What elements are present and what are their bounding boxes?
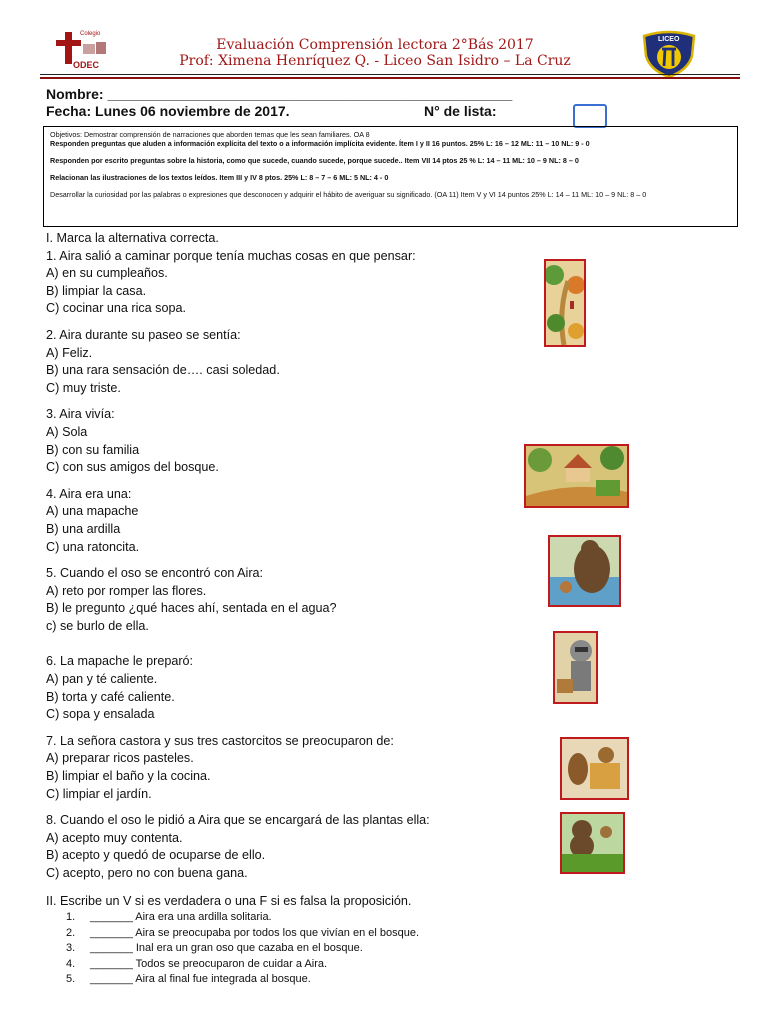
option-a[interactable]: A) Feliz. [46, 345, 93, 360]
logo-left-label: Colegio [80, 31, 101, 37]
question-text: 7. La señora castora y sus tres castorcitos se preocuparon de: [46, 733, 394, 748]
list-item [66, 926, 419, 942]
illustration-beavers [560, 737, 629, 800]
item-text[interactable]: _______ Aira era una ardilla solitaria. [90, 911, 272, 923]
logo-right-label: LICEO [658, 36, 680, 43]
question-text: 3. Aira vivía: [46, 407, 115, 422]
page-title: Evaluación Comprensión lectora 2°Bás 2017 [216, 37, 534, 53]
option-b[interactable]: B) limpiar el baño y la cocina. [46, 769, 211, 784]
date-field: Fecha: Lunes 06 noviembre de 2017. [46, 103, 290, 119]
illustration-raccoon [553, 631, 598, 704]
item-text[interactable]: _______ Aira al final fue integrada al bosque. [90, 973, 311, 985]
objective-line: Responden por escrito preguntas sobre la historia, como que sucede, cuando sucede, porque sucede.. Item VII 14 ptos 25 % L: 14 – 11 ML: 10 – 9 NL: 8 – 0 [50, 156, 579, 165]
option-c[interactable]: C) una ratoncita. [46, 539, 140, 554]
option-a[interactable]: A) Sola [46, 424, 88, 439]
option-c[interactable]: C) acepto, pero no con buena gana. [46, 866, 248, 880]
illustration-path-forest [544, 259, 586, 347]
question-text: 5. Cuando el oso se encontró con Aira: [46, 566, 264, 581]
option-a[interactable]: A) acepto muy contenta. [46, 830, 183, 845]
list-item [66, 972, 419, 988]
item-text[interactable]: _______ Inal era un gran oso que cazaba en el bosque. [90, 942, 363, 954]
option-b[interactable]: B) le pregunto ¿qué haces ahí, sentada en el agua? [46, 601, 337, 616]
list-item [66, 957, 419, 973]
objective-line: Relacionan las ilustraciones de los textos leídos. Item III y IV 8 ptos. 25% L: 8 – 7 – 6 ML: 5 NL: 4 - 0 [50, 173, 389, 182]
school-logo-left [52, 28, 114, 74]
option-a[interactable]: A) en su cumpleaños. [46, 266, 168, 281]
objectives-box [43, 126, 738, 227]
section-heading: I. Marca la alternativa correcta. [46, 231, 219, 245]
question-text: 6. La mapache le preparó: [46, 654, 194, 669]
option-a[interactable]: A) pan y té caliente. [46, 672, 158, 687]
option-b[interactable]: B) torta y café caliente. [46, 689, 175, 704]
option-c[interactable]: C) sopa y ensalada [46, 707, 155, 722]
option-b[interactable]: B) limpiar la casa. [46, 283, 147, 298]
item-text[interactable]: _______ Todos se preocuparon de cuidar a Aira. [90, 957, 328, 970]
list-number-label: N° de lista: [424, 103, 497, 119]
header-divider [40, 74, 740, 75]
page-subtitle: Prof: Ximena Henríquez Q. - Liceo San Isidro – La Cruz [179, 53, 571, 69]
option-a[interactable]: A) una mapache [46, 504, 139, 519]
section-1 [46, 230, 430, 883]
illustration-village [524, 444, 629, 508]
option-a[interactable]: A) reto por romper las flores. [46, 583, 207, 598]
section-2-heading: II. Escribe un V si es verdadera o una F si es falsa la proposición. [46, 894, 412, 908]
question-text: 4. Aira era una: [46, 486, 132, 501]
objective-line: Desarrollar la curiosidad por las palabras o expresiones que desconocen y adquirir el hábito de averiguar su significado. (OA 11) Item V y VI 14 puntos 25% L: 14 – 11 ML: 10 – 9 NL: 8 – 0 [50, 190, 647, 199]
option-a[interactable]: A) preparar ricos pasteles. [46, 751, 194, 766]
option-c[interactable]: c) se burlo de ella. [46, 618, 149, 633]
option-b[interactable]: B) una rara sensación de…. casi soledad. [46, 363, 280, 378]
option-c[interactable]: C) con sus amigos del bosque. [46, 460, 219, 475]
objective-line: Objetivos: Demostrar comprensión de narraciones que aborden temas que les sean familiares. OA 8 [50, 130, 370, 139]
list-item [66, 941, 419, 957]
illustration-bear [548, 535, 621, 607]
objective-line: Responden preguntas que aluden a información explícita del texto o a información implícita evidente. Ítem I y II 16 puntos. 25% L: 16 – 12 ML: 11 – 10 NL: 9 - 0 [50, 139, 590, 148]
name-field: Nombre: ____________________________________________________ [46, 86, 513, 102]
option-b[interactable]: B) acepto y quedó de ocuparse de ello. [46, 848, 266, 863]
question-text: 2. Aira durante su paseo se sentía: [46, 327, 241, 342]
question-text: 1. Aira salió a caminar porque tenía muchas cosas en que pensar: [46, 248, 416, 263]
option-c[interactable]: C) muy triste. [46, 380, 121, 395]
option-b[interactable]: B) con su familia [46, 442, 140, 457]
header-divider-red [40, 77, 740, 79]
list-number-box[interactable] [573, 104, 607, 128]
option-c[interactable]: C) cocinar una rica sopa. [46, 301, 186, 316]
logo-left-sub: ODEC [73, 60, 100, 70]
item-number: 1. [66, 911, 76, 923]
item-number: 3. [66, 942, 76, 954]
true-false-list [66, 910, 419, 988]
option-b[interactable]: B) una ardilla [46, 521, 121, 536]
question-text: 8. Cuando el oso le pidió a Aira que se encargará de las plantas ella: [46, 813, 430, 828]
school-logo-right [640, 30, 698, 78]
item-number: 2. [66, 926, 76, 939]
item-number: 5. [66, 973, 76, 985]
item-text[interactable]: _______ Aira se preocupaba por todos los que vivían en el bosque. [90, 926, 420, 939]
list-item [66, 910, 419, 926]
illustration-bear-garden [560, 812, 625, 874]
item-number: 4. [66, 957, 76, 970]
option-c[interactable]: C) limpiar el jardín. [46, 786, 152, 801]
